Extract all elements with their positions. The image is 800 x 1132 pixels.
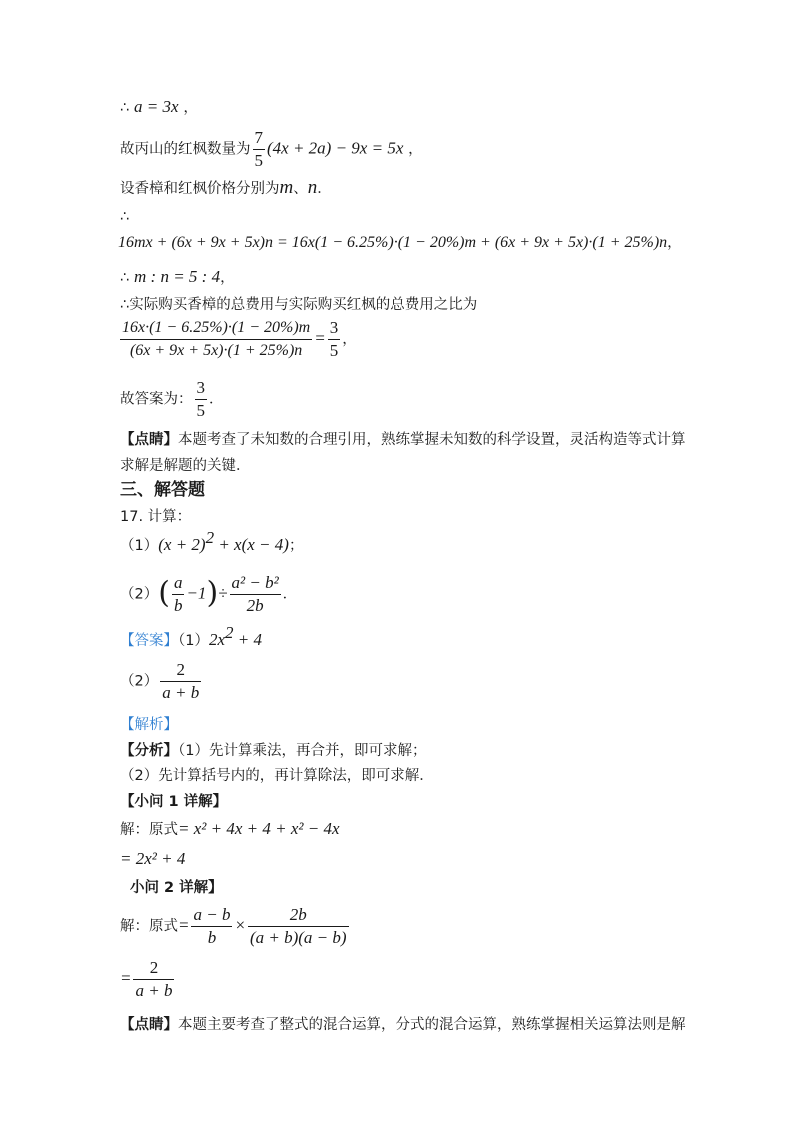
text: 故答案为： <box>120 391 193 408</box>
math-expression: m : n = 5 : 4 <box>134 267 221 286</box>
subq-2-step-2: = $\frac{2}{a + b}$ <box>120 958 173 1000</box>
line-comment-2: 【点睛】本题主要考查了整式的混合运算，分式的混合运算，熟练掌握相关运算法则是解 <box>120 1017 686 1033</box>
analysis-line-1: 【分析】（1）先计算乘法，再合并，即可求解； <box>120 743 427 759</box>
fraction: $\frac{2b}{(a + b)(a - b)}$ <box>249 905 347 947</box>
subq-2-step-1: 解：原式= $\frac{a - b}{b}$ × $\frac{2b}{(a + b)(a - b)}$ <box>120 905 347 947</box>
math-expression: a = 3x <box>134 97 179 116</box>
line-answer: 故答案为： $\frac{3}{5}$ ． <box>120 378 224 420</box>
tag-comment: 【点睛】 <box>120 432 178 448</box>
fraction: $\frac{\text{a² − b²}}{2b}$ <box>231 573 279 615</box>
analysis-tag-line <box>120 714 178 735</box>
answer-line: 【答案】$(1)2x^2 + 4$ <box>120 623 263 649</box>
subq-1-step-1: 解：原式= x² + 4x + 4 + x² − 4x <box>120 819 340 838</box>
fraction: $\frac{3}{5}$ <box>329 318 339 360</box>
subq-1-heading: 【小问 1 详解】 <box>120 794 228 810</box>
line-comment-1 <box>120 429 686 450</box>
fraction: $\frac{a - b}{b}$ <box>193 905 231 947</box>
line-cost-equation: 16mx + (6x + 9x + 5x)n = 16x(1 − 6.25%)·(1 − 20%)m + (6x + 9x + 5x)·(1 + 25%)n， <box>118 234 682 251</box>
text: 求解是解题的关键． <box>120 458 251 474</box>
line-bingshan-maple: 故丙山的红枫数量为 $\frac{7}{5}$ (4x + 2a) − 9x = 5x ， <box>120 128 423 170</box>
subq-2-heading: 小问 2 详解】 <box>130 880 223 896</box>
text: 实际购买香樟的总费用与实际购买红枫的总费用之比为 <box>129 297 478 313</box>
line-set-prices: 设香樟和红枫价格分别为m、n． <box>120 177 332 198</box>
line-a-equals-3x: ∴ a = 3x ， <box>120 97 198 116</box>
tag-comment: 【点睛】 <box>120 1017 178 1033</box>
problem-17-part-1: $(1)(x + 2)^2 + x(x - 4)$； <box>120 528 304 554</box>
therefore-symbol: ∴ <box>120 100 130 116</box>
tag-analysis-detail: 【分析】 <box>120 743 178 759</box>
tag-answer: 【答案】 <box>120 633 178 649</box>
tag-analysis: 【解析】 <box>120 717 178 733</box>
line-therefore <box>120 206 129 227</box>
math-expression: (4x + 2a) − 9x = 5x <box>267 138 404 158</box>
problem-17-part-2: （2）( $\frac{a}{b}$ −1)÷ $\frac{\text{a² − b²}}{2b}$ ． <box>120 573 298 615</box>
subq-1-step-2: = 2x² + 4 <box>120 849 186 868</box>
fraction: $\frac{3}{5}$ <box>196 378 205 420</box>
fraction: $\frac{7}{5}$ <box>254 128 263 170</box>
fraction: $\frac{16x\cdot(1 - 6.25\%)\cdot(1 - 20\%)m}{(6x + 9x + 5x)\cdot(1 + 25\%)n}$ <box>122 319 311 359</box>
line-cost-ratio-fraction: $\frac{16x\cdot(1 - 6.25\%)\cdot(1 - 20\%)m}{(6x + 9x + 5x)\cdot(1 + 25\%)n}$ = $\frac{3}{5}$ ， <box>122 318 357 360</box>
text: 本题考查了未知数的合理引用，熟练掌握未知数的科学设置，灵活构造等式计算 <box>178 432 686 448</box>
fraction: $\frac{2}{a + b}$ <box>135 958 173 1000</box>
text: 设香樟和红枫价格分别为 <box>120 181 280 197</box>
fraction: $\frac{2}{a + b}$ <box>162 660 200 702</box>
therefore-symbol: ∴ <box>120 297 130 313</box>
analysis-line-2: （2）先计算括号内的，再计算除法，即可求解． <box>120 768 434 784</box>
text: 故丙山的红枫数量为 <box>120 141 251 158</box>
problem-17: 17. 计算： <box>120 509 192 525</box>
section-heading: 三、解答题 <box>120 480 205 500</box>
line-ratio: ∴ m : n = 5 : 4， <box>120 267 235 286</box>
math-expression: 16mx + (6x + 9x + 5x)n = 16x(1 − 6.25%)·(1 − 20%)m + (6x + 9x + 5x)·(1 + 25%)n <box>118 234 668 251</box>
therefore-symbol: ∴ <box>120 209 130 225</box>
line-comment-1b <box>120 455 251 476</box>
answer-line-2: （2） $\frac{2}{a + b}$ <box>120 660 200 702</box>
therefore-symbol: ∴ <box>120 270 130 286</box>
line-actual-cost-text <box>120 294 477 315</box>
fraction: $\frac{a}{b}$ <box>173 573 183 615</box>
